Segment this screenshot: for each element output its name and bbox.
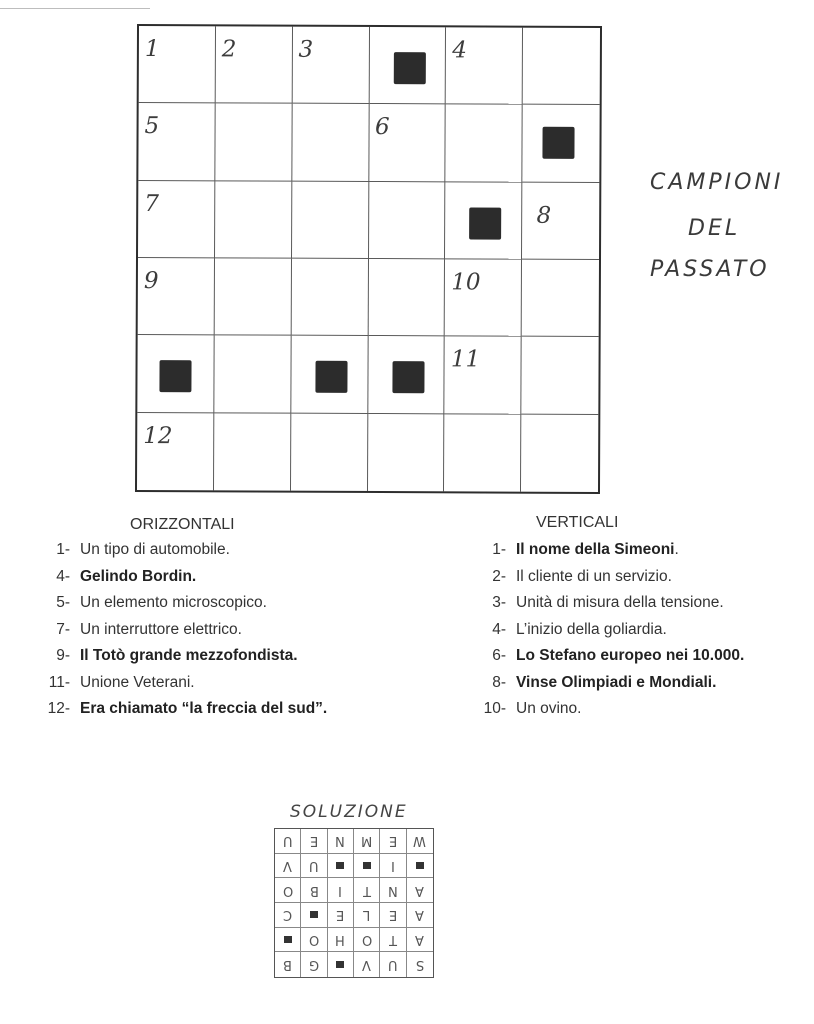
grid-cell bbox=[445, 259, 522, 337]
solution-cell bbox=[275, 878, 301, 903]
solution-black-square bbox=[416, 862, 424, 869]
cell-number: 8 bbox=[536, 202, 552, 229]
cell-number: 9 bbox=[143, 268, 159, 295]
clue-line bbox=[44, 647, 298, 665]
clue-text: Un elemento microscopico. bbox=[80, 594, 267, 611]
grid-cell bbox=[214, 413, 291, 491]
solution-cell bbox=[275, 829, 301, 854]
solution-letter: S bbox=[415, 957, 424, 973]
grid-cell bbox=[368, 259, 445, 337]
solution-black-square bbox=[363, 862, 371, 869]
clue-line bbox=[44, 621, 242, 639]
crossword-grid bbox=[135, 24, 602, 494]
solution-letter: O bbox=[282, 882, 293, 898]
solution-cell bbox=[328, 829, 354, 854]
clue-text: Vinse Olimpiadi e Mondiali. bbox=[516, 673, 717, 691]
solution-cell bbox=[275, 903, 301, 928]
cell-number: 3 bbox=[298, 36, 314, 63]
solution-letter: L bbox=[363, 907, 371, 923]
solution-cell bbox=[380, 903, 406, 928]
solution-letter: H bbox=[335, 931, 346, 947]
solution-cell bbox=[301, 854, 327, 879]
grid-cell bbox=[138, 181, 215, 259]
solution-cell bbox=[275, 854, 301, 879]
clue-number: 4- bbox=[492, 620, 506, 638]
cell-number: 6 bbox=[375, 114, 390, 141]
solution-letter: G bbox=[308, 957, 320, 973]
clue-text: Gelindo Bordin. bbox=[80, 567, 197, 585]
solution-cell bbox=[275, 928, 301, 953]
solution-cell bbox=[301, 829, 327, 854]
grid-cell bbox=[139, 26, 216, 104]
cell-number: 10 bbox=[451, 269, 481, 296]
verticali-heading: VERTICALI bbox=[536, 514, 619, 531]
clue-number: 11- bbox=[48, 673, 70, 691]
grid-cell bbox=[292, 181, 369, 259]
black-square bbox=[159, 360, 191, 392]
clue-number: 9- bbox=[56, 647, 70, 664]
solution-cell bbox=[328, 854, 354, 879]
clue-line bbox=[44, 594, 267, 612]
black-square bbox=[315, 361, 347, 393]
grid-cell bbox=[137, 413, 214, 491]
clue-line bbox=[476, 700, 581, 718]
solution-black-square bbox=[336, 961, 344, 968]
clue-number: 6- bbox=[492, 647, 506, 664]
solution-letter: U bbox=[388, 957, 398, 973]
solution-cell bbox=[354, 829, 380, 854]
clue-text: Il nome della Simeoni bbox=[516, 541, 675, 558]
clue-text: Il cliente di un servizio. bbox=[516, 567, 672, 585]
clue-number: 3- bbox=[492, 594, 506, 611]
grid-cell bbox=[369, 182, 446, 260]
solution-cell bbox=[354, 928, 380, 953]
solution-cell bbox=[407, 854, 433, 879]
clue-text: Un tipo di automobile. bbox=[80, 541, 230, 558]
clue-text: Un interruttore elettrico. bbox=[80, 620, 242, 638]
solution-cell bbox=[328, 903, 354, 928]
solution-cell bbox=[301, 903, 327, 928]
clue-number: 4- bbox=[56, 567, 70, 585]
solution-title: SOLUZIONE bbox=[290, 802, 408, 822]
solution-cell bbox=[380, 928, 406, 953]
solution-letter: E bbox=[336, 907, 345, 923]
title-line-3: PASSATO bbox=[650, 257, 770, 282]
grid-cell bbox=[214, 336, 291, 414]
grid-cell bbox=[292, 104, 369, 182]
solution-letter: U bbox=[309, 857, 319, 873]
solution-cell bbox=[407, 952, 433, 977]
cell-number: 12 bbox=[143, 422, 173, 449]
solution-letter: O bbox=[308, 931, 320, 947]
clue-number: 1- bbox=[492, 541, 506, 558]
solution-letter: E bbox=[388, 907, 398, 923]
clue-number: 1- bbox=[56, 541, 70, 558]
clue-text: Unità di misura della tensione. bbox=[516, 594, 724, 611]
clue-number: 2- bbox=[492, 567, 506, 585]
grid-cell bbox=[522, 260, 599, 338]
clue-text: L’inizio della goliardia. bbox=[516, 620, 667, 638]
solution-letter: C bbox=[283, 907, 293, 923]
grid-cell bbox=[445, 182, 522, 260]
clue-number: 5- bbox=[56, 594, 70, 611]
grid-cell bbox=[522, 182, 599, 260]
solution-black-square bbox=[310, 911, 318, 918]
grid-cell bbox=[446, 27, 523, 105]
cell-number: 7 bbox=[144, 190, 159, 217]
grid-cell bbox=[446, 105, 523, 183]
grid-cell bbox=[523, 28, 600, 106]
solution-cell bbox=[275, 952, 301, 977]
grid-cell bbox=[138, 103, 215, 181]
clue-line bbox=[44, 674, 195, 692]
solution-cell bbox=[301, 878, 327, 903]
grid-cell bbox=[521, 414, 598, 492]
solution-cell bbox=[407, 928, 433, 953]
solution-letter: T bbox=[362, 882, 371, 898]
solution-letter: A bbox=[415, 882, 425, 898]
clue-line bbox=[44, 541, 230, 559]
grid-cell bbox=[292, 27, 369, 105]
grid-cell bbox=[368, 336, 445, 414]
black-square bbox=[392, 361, 424, 393]
orizzontali-heading: ORIZZONTALI bbox=[130, 516, 235, 533]
grid-cell bbox=[138, 258, 215, 336]
solution-letter: T bbox=[389, 931, 397, 947]
solution-cell bbox=[301, 952, 327, 977]
black-square bbox=[469, 207, 501, 239]
clue-line bbox=[44, 700, 327, 718]
solution-black-square bbox=[336, 862, 344, 869]
clue-line bbox=[476, 568, 672, 586]
grid-cell bbox=[137, 335, 214, 413]
black-square bbox=[393, 52, 425, 84]
solution-cell bbox=[328, 928, 354, 953]
grid-cell bbox=[445, 337, 522, 415]
cell-number: 4 bbox=[452, 37, 467, 64]
black-square bbox=[543, 127, 575, 159]
solution-cell bbox=[380, 952, 406, 977]
clue-line bbox=[476, 541, 679, 559]
solution-cell bbox=[354, 854, 380, 879]
grid-cell bbox=[214, 258, 291, 336]
solution-letter: E bbox=[388, 833, 398, 849]
clue-number: 12- bbox=[47, 700, 70, 717]
grid-cell bbox=[369, 104, 446, 182]
cell-number: 11 bbox=[450, 346, 481, 373]
clue-line bbox=[476, 647, 744, 665]
clue-line bbox=[44, 568, 196, 586]
solution-letter: O bbox=[361, 931, 372, 947]
solution-cell bbox=[407, 878, 433, 903]
solution-letter: I bbox=[391, 857, 395, 873]
solution-letter: W bbox=[413, 833, 427, 849]
top-divider-line bbox=[0, 8, 150, 9]
grid-cell bbox=[521, 337, 598, 415]
clue-line bbox=[476, 674, 716, 692]
solution-grid bbox=[274, 828, 434, 978]
solution-letter: V bbox=[362, 957, 372, 973]
clue-suffix: . bbox=[674, 541, 679, 558]
grid-cell bbox=[215, 181, 292, 259]
solution-letter: M bbox=[361, 833, 373, 849]
solution-cell bbox=[354, 952, 380, 977]
grid-cell bbox=[291, 413, 368, 491]
solution-cell bbox=[328, 952, 354, 977]
clue-number: 7- bbox=[56, 620, 70, 638]
solution-letter: N bbox=[388, 882, 398, 898]
solution-letter: A bbox=[415, 931, 425, 947]
cell-number: 2 bbox=[221, 36, 237, 63]
solution-cell bbox=[380, 878, 406, 903]
solution-letter: A bbox=[415, 907, 425, 923]
solution-letter: B bbox=[309, 882, 319, 898]
solution-letter: I bbox=[338, 882, 343, 898]
clue-number: 8- bbox=[492, 673, 506, 691]
solution-letter: E bbox=[309, 833, 319, 849]
solution-cell bbox=[354, 878, 380, 903]
grid-cell bbox=[367, 414, 444, 492]
grid-cell bbox=[291, 336, 368, 414]
clue-text: Era chiamato “la freccia del sud”. bbox=[80, 700, 328, 717]
solution-cell bbox=[354, 903, 380, 928]
title-line-1: CAMPIONI bbox=[650, 170, 784, 195]
solution-cell bbox=[328, 878, 354, 903]
title-line-2: DEL bbox=[688, 216, 741, 241]
clue-line bbox=[476, 621, 667, 639]
solution-cell bbox=[380, 829, 406, 854]
clue-line bbox=[476, 594, 724, 612]
grid-cell bbox=[291, 259, 368, 337]
solution-cell bbox=[380, 854, 406, 879]
clue-text: Unione Veterani. bbox=[80, 673, 195, 691]
grid-cell bbox=[215, 104, 292, 182]
clue-text: Lo Stefano europeo nei 10.000. bbox=[516, 647, 745, 664]
grid-cell bbox=[369, 27, 446, 105]
solution-letter: V bbox=[283, 857, 293, 873]
clue-text: Un ovino. bbox=[516, 700, 582, 717]
grid-cell bbox=[522, 105, 599, 183]
solution-cell bbox=[301, 928, 327, 953]
clue-number: 10- bbox=[483, 700, 506, 717]
solution-letter: U bbox=[282, 833, 293, 849]
clue-text: Il Totò grande mezzofondista. bbox=[80, 647, 298, 664]
grid-cell bbox=[216, 26, 293, 104]
solution-cell bbox=[407, 829, 433, 854]
solution-cell bbox=[407, 903, 433, 928]
cell-number: 1 bbox=[144, 36, 160, 63]
cell-number: 5 bbox=[144, 113, 160, 140]
solution-letter: B bbox=[283, 957, 293, 973]
solution-black-square bbox=[284, 936, 292, 943]
solution-letter: N bbox=[335, 833, 346, 849]
grid-cell bbox=[444, 414, 521, 492]
